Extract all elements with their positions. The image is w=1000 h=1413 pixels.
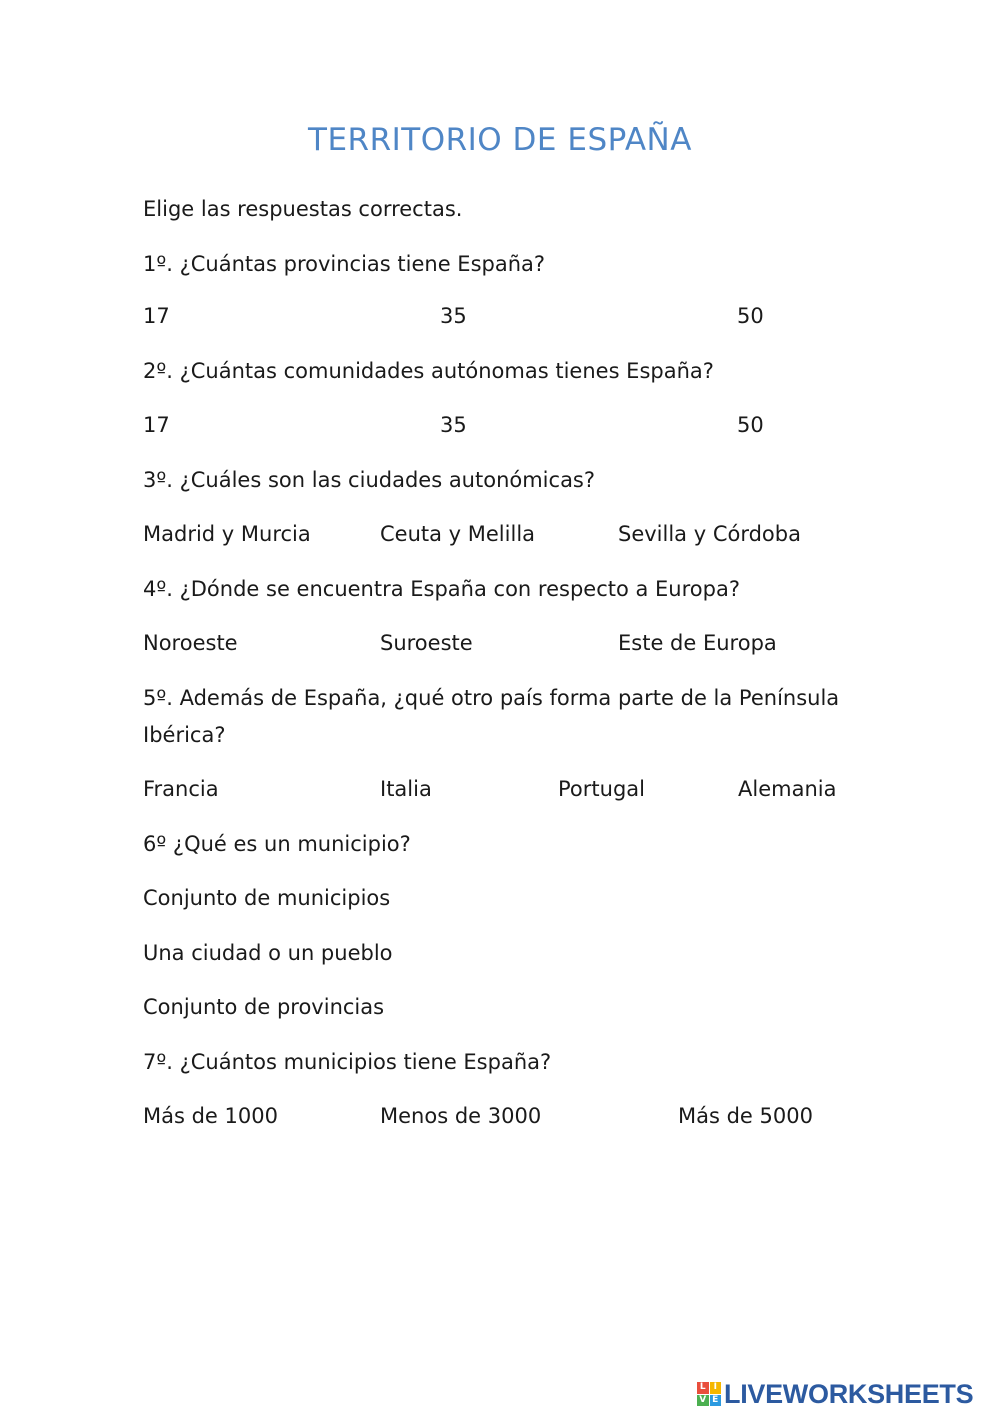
question-1: 1º. ¿Cuántas provincias tiene España? xyxy=(143,252,546,276)
q4-option-suroeste[interactable]: Suroeste xyxy=(380,631,473,655)
q2-option-17[interactable]: 17 xyxy=(143,413,170,437)
logo-letter-e: E xyxy=(710,1395,722,1407)
q5-option-portugal[interactable]: Portugal xyxy=(558,777,645,801)
q7-option-menos-3000[interactable]: Menos de 3000 xyxy=(380,1104,542,1128)
question-3: 3º. ¿Cuáles son las ciudades autonómicas? xyxy=(143,468,596,492)
q1-option-50[interactable]: 50 xyxy=(737,304,764,328)
liveworksheets-logo xyxy=(697,1378,973,1410)
q3-option-ceuta-melilla[interactable]: Ceuta y Melilla xyxy=(380,522,536,546)
question-2: 2º. ¿Cuántas comunidades autónomas tienes España? xyxy=(143,359,714,383)
q1-option-35[interactable]: 35 xyxy=(440,304,467,328)
logo-letter-v: V xyxy=(697,1395,709,1407)
q5-option-alemania[interactable]: Alemania xyxy=(738,777,837,801)
question-6: 6º ¿Qué es un municipio? xyxy=(143,832,411,856)
question-4: 4º. ¿Dónde se encuentra España con respecto a Europa? xyxy=(143,577,740,601)
q5-option-francia[interactable]: Francia xyxy=(143,777,219,801)
question-5-line-2: Ibérica? xyxy=(143,723,226,747)
question-5-line-1: 5º. Además de España, ¿qué otro país forma parte de la Península xyxy=(143,686,840,710)
q6-option-ciudad-pueblo[interactable]: Una ciudad o un pueblo xyxy=(143,941,393,965)
q3-option-madrid-murcia[interactable]: Madrid y Murcia xyxy=(143,522,311,546)
q3-option-sevilla-cordoba[interactable]: Sevilla y Córdoba xyxy=(618,522,801,546)
q7-option-mas-5000[interactable]: Más de 5000 xyxy=(678,1104,813,1128)
q2-option-50[interactable]: 50 xyxy=(737,413,764,437)
question-7: 7º. ¿Cuántos municipios tiene España? xyxy=(143,1050,552,1074)
q4-option-noroeste[interactable]: Noroeste xyxy=(143,631,238,655)
instructions: Elige las respuestas correctas. xyxy=(143,197,463,221)
q6-option-conjunto-provincias[interactable]: Conjunto de provincias xyxy=(143,995,385,1019)
logo-letter-i: I xyxy=(710,1382,722,1394)
q7-option-mas-1000[interactable]: Más de 1000 xyxy=(143,1104,278,1128)
liveworksheets-logo-icon xyxy=(697,1382,721,1406)
liveworksheets-logo-text: LIVEWORKSHEETS xyxy=(724,1378,974,1409)
q2-option-35[interactable]: 35 xyxy=(440,413,467,437)
page-title: TERRITORIO DE ESPAÑA xyxy=(308,122,692,158)
q5-option-italia[interactable]: Italia xyxy=(380,777,432,801)
q4-option-este[interactable]: Este de Europa xyxy=(618,631,777,655)
q1-option-17[interactable]: 17 xyxy=(143,304,170,328)
logo-letter-l: L xyxy=(697,1382,709,1394)
q6-option-conjunto-municipios[interactable]: Conjunto de municipios xyxy=(143,886,391,910)
